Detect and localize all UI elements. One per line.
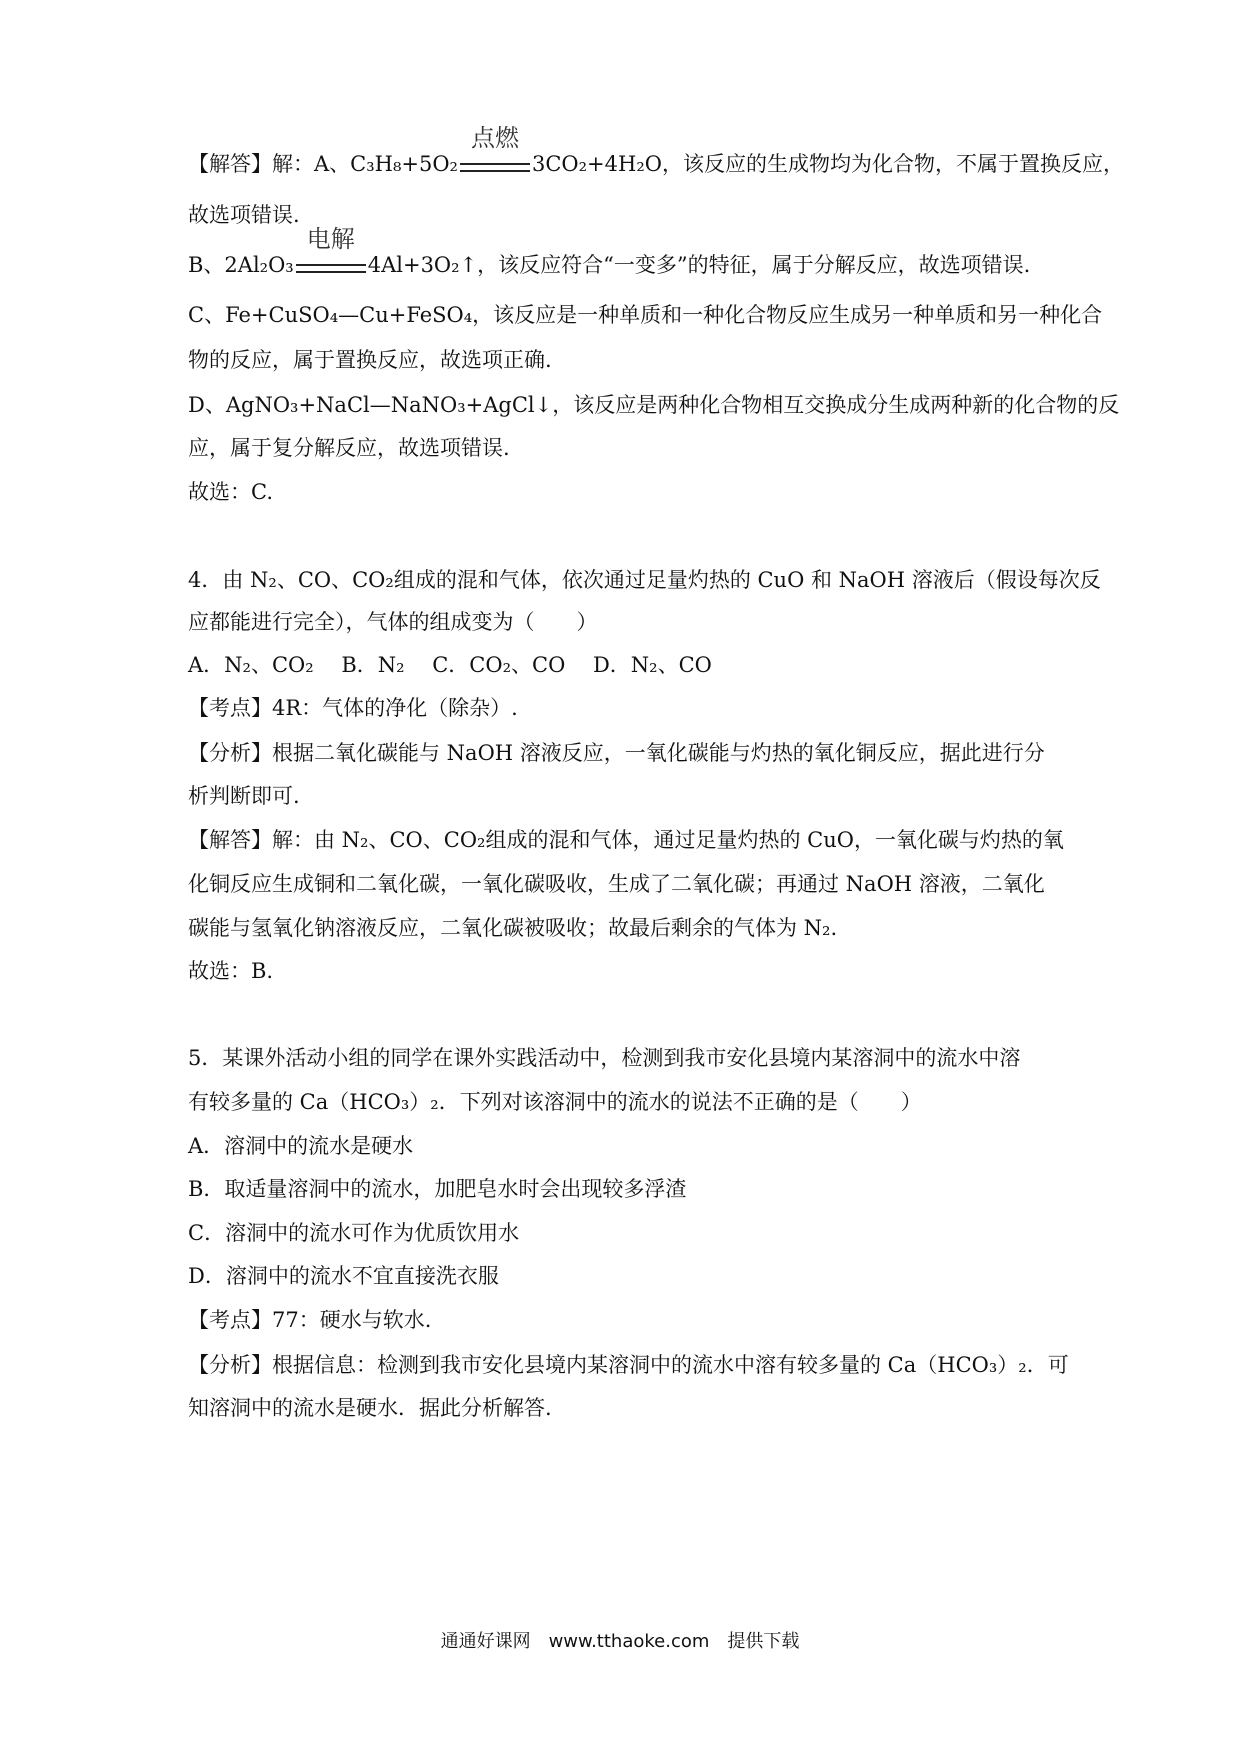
q4-analysis: 【分析】根据二氧化碳能与 NaOH 溶液反应，一氧化碳能与灼热的氧化铜反应，据此进行分 (188, 741, 1045, 765)
q5-analysis: 知溶洞中的流水是硬水．据此分析解答. (188, 1396, 552, 1420)
equation-b-reactants: B、2Al₂O₃ (188, 253, 294, 277)
q3-answer-line: 应，属于复分解反应，故选项错误. (188, 436, 510, 460)
q4-answer: 化铜反应生成铜和二氧化碳，一氧化碳吸收，生成了二氧化碳；再通过 NaOH 溶液，二氧化 (188, 872, 1045, 896)
q5-option-a: A．溶洞中的流水是硬水 (188, 1134, 414, 1158)
q5-stem: 5．某课外活动小组的同学在课外实践活动中，检测到我市安化县境内某溶洞中的流水中溶 (188, 1046, 1021, 1070)
q5-analysis: 【分析】根据信息：检测到我市安化县境内某溶洞中的流水中溶有较多量的 Ca（HCO₃）₂．可 (188, 1353, 1069, 1377)
q4-stem: 4．由 N₂、CO、CO₂组成的混和气体，依次通过足量灼热的 CuO 和 NaOH 溶液后（假设每次反 (188, 568, 1101, 592)
q4-options: A．N₂、CO₂ B．N₂ C．CO₂、CO D．N₂、CO (188, 653, 712, 677)
q5-option-b: B．取适量溶洞中的流水，加肥皂水时会出现较多浮渣 (188, 1177, 687, 1201)
q4-analysis: 析判断即可. (188, 784, 300, 808)
q4-topic: 【考点】4R：气体的净化（除杂）. (188, 696, 518, 720)
q4-choice: 故选：B. (188, 959, 274, 983)
q3-answer-line: C、Fe+CuSO₄—Cu+FeSO₄，该反应是一种单质和一种化合物反应生成另一种单质和另一种化合 (188, 303, 1103, 327)
reaction-condition (458, 123, 532, 181)
equation-b-products: 4Al+3O₂↑，该反应符合“一变多”的特征，属于分解反应，故选项错误. (367, 253, 1031, 277)
equation-a-products: 3CO₂+4H₂O，该反应的生成物均为化合物，不属于置换反应， (531, 152, 1124, 176)
q4-stem: 应都能进行完全），气体的组成变为（ ） (188, 610, 598, 634)
q5-option-d: D．溶洞中的流水不宜直接洗衣服 (188, 1264, 499, 1288)
q3-answer-line-b (188, 224, 1058, 282)
page-footer: 通通好课网 www.tthaoke.com 提供下载 (440, 1631, 800, 1652)
equals-sign (460, 163, 530, 172)
reaction-condition (294, 224, 368, 282)
q5-option-c: C．溶洞中的流水可作为优质饮用水 (188, 1221, 520, 1245)
condition-label: 点燃 (470, 123, 519, 152)
q3-answer-line: 故选项错误. (188, 203, 300, 227)
q3-answer-line-a (188, 123, 1124, 181)
q3-answer-line: D、AgNO₃+NaCl—NaNO₃+AgCl↓，该反应是两种化合物相互交换成分生成两种新的化合物的反 (188, 393, 1120, 417)
condition-label: 电解 (306, 224, 355, 253)
equals-sign (296, 264, 366, 273)
q3-choice: 故选：C. (188, 480, 273, 504)
q5-topic: 【考点】77：硬水与软水. (188, 1308, 432, 1332)
q4-answer: 【解答】解：由 N₂、CO、CO₂组成的混和气体，通过足量灼热的 CuO，一氧化碳与灼热的氧 (188, 828, 1064, 852)
equation-a-reactants: 【解答】解：A、C₃H₈+5O₂ (188, 152, 458, 176)
q5-stem: 有较多量的 Ca（HCO₃）₂．下列对该溶洞中的流水的说法不正确的是（ ） (188, 1090, 922, 1114)
q4-answer: 碳能与氢氧化钠溶液反应，二氧化碳被吸收；故最后剩余的气体为 N₂. (188, 916, 838, 940)
q3-answer-line: 物的反应，属于置换反应，故选项正确. (188, 348, 552, 372)
